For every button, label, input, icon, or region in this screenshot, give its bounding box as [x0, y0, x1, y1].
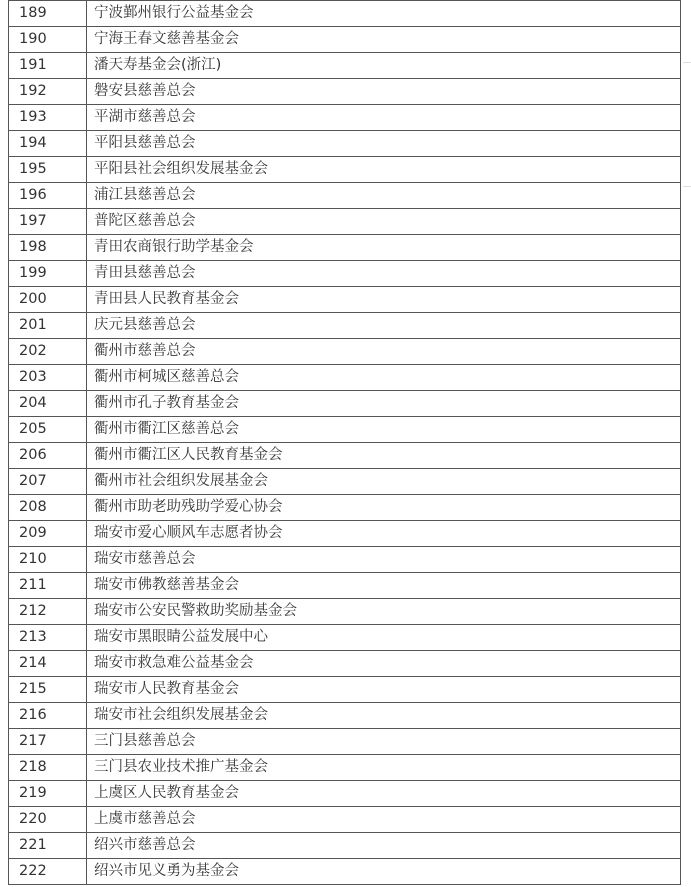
- row-number-cell: 212: [9, 599, 87, 625]
- row-number-cell: 203: [9, 365, 87, 391]
- organization-table-container: [8, 0, 680, 885]
- organization-name-cell: 上虞区人民教育基金会: [87, 781, 681, 807]
- organization-name-cell: 绍兴市慈善总会: [87, 833, 681, 859]
- organization-name-cell: 普陀区慈善总会: [87, 209, 681, 235]
- table-row: [9, 339, 681, 365]
- row-number-cell: 189: [9, 1, 87, 27]
- row-number-cell: 193: [9, 105, 87, 131]
- organization-name-cell: 衢州市衢江区慈善总会: [87, 417, 681, 443]
- organization-name-cell: 上虞市慈善总会: [87, 807, 681, 833]
- table-row: [9, 495, 681, 521]
- organization-name-cell: 绍兴市见义勇为基金会: [87, 859, 681, 885]
- organization-name-cell: 青田县慈善总会: [87, 261, 681, 287]
- table-row: [9, 469, 681, 495]
- table-row: [9, 599, 681, 625]
- organization-name-cell: 衢州市衢江区人民教育基金会: [87, 443, 681, 469]
- table-row: [9, 417, 681, 443]
- table-row: [9, 209, 681, 235]
- table-row: [9, 443, 681, 469]
- organization-name-cell: 平阳县慈善总会: [87, 131, 681, 157]
- row-number-cell: 219: [9, 781, 87, 807]
- row-number-cell: 191: [9, 53, 87, 79]
- table-row: [9, 547, 681, 573]
- row-number-cell: 214: [9, 651, 87, 677]
- organization-name-cell: 浦江县慈善总会: [87, 183, 681, 209]
- row-number-cell: 210: [9, 547, 87, 573]
- organization-name-cell: 瑞安市慈善总会: [87, 547, 681, 573]
- row-number-cell: 221: [9, 833, 87, 859]
- organization-name-cell: 宁海王春文慈善基金会: [87, 27, 681, 53]
- table-row: [9, 651, 681, 677]
- row-number-cell: 208: [9, 495, 87, 521]
- organization-name-cell: 瑞安市社会组织发展基金会: [87, 703, 681, 729]
- row-number-cell: 198: [9, 235, 87, 261]
- organization-name-cell: 瑞安市人民教育基金会: [87, 677, 681, 703]
- row-number-cell: 201: [9, 313, 87, 339]
- row-number-cell: 213: [9, 625, 87, 651]
- table-row: [9, 573, 681, 599]
- table-row: [9, 781, 681, 807]
- organization-name-cell: 宁波鄞州银行公益基金会: [87, 1, 681, 27]
- row-number-cell: 220: [9, 807, 87, 833]
- organization-name-cell: 衢州市慈善总会: [87, 339, 681, 365]
- row-number-cell: 216: [9, 703, 87, 729]
- table-row: [9, 365, 681, 391]
- organization-name-cell: 平阳县社会组织发展基金会: [87, 157, 681, 183]
- organization-name-cell: 瑞安市救急难公益基金会: [87, 651, 681, 677]
- table-row: [9, 1, 681, 27]
- table-row: [9, 261, 681, 287]
- table-row: [9, 313, 681, 339]
- organization-name-cell: 瑞安市爱心顺风车志愿者协会: [87, 521, 681, 547]
- table-row: [9, 79, 681, 105]
- edge-mark: [683, 62, 691, 63]
- table-row: [9, 157, 681, 183]
- table-row: [9, 807, 681, 833]
- organization-table: [8, 0, 681, 885]
- table-row: [9, 521, 681, 547]
- row-number-cell: 209: [9, 521, 87, 547]
- organization-name-cell: 衢州市柯城区慈善总会: [87, 365, 681, 391]
- organization-name-cell: 磐安县慈善总会: [87, 79, 681, 105]
- row-number-cell: 222: [9, 859, 87, 885]
- table-row: [9, 625, 681, 651]
- table-row: [9, 677, 681, 703]
- table-row: [9, 235, 681, 261]
- row-number-cell: 194: [9, 131, 87, 157]
- table-row: [9, 859, 681, 885]
- organization-name-cell: 青田县人民教育基金会: [87, 287, 681, 313]
- row-number-cell: 192: [9, 79, 87, 105]
- row-number-cell: 205: [9, 417, 87, 443]
- organization-name-cell: 衢州市社会组织发展基金会: [87, 469, 681, 495]
- table-row: [9, 833, 681, 859]
- table-row: [9, 53, 681, 79]
- organization-name-cell: 衢州市孔子教育基金会: [87, 391, 681, 417]
- organization-name-cell: 三门县慈善总会: [87, 729, 681, 755]
- row-number-cell: 218: [9, 755, 87, 781]
- table-row: [9, 729, 681, 755]
- row-number-cell: 204: [9, 391, 87, 417]
- organization-name-cell: 衢州市助老助残助学爱心协会: [87, 495, 681, 521]
- row-number-cell: 207: [9, 469, 87, 495]
- organization-table-body: [9, 1, 681, 885]
- row-number-cell: 217: [9, 729, 87, 755]
- row-number-cell: 195: [9, 157, 87, 183]
- table-row: [9, 703, 681, 729]
- organization-name-cell: 平湖市慈善总会: [87, 105, 681, 131]
- organization-name-cell: 青田农商银行助学基金会: [87, 235, 681, 261]
- table-row: [9, 755, 681, 781]
- row-number-cell: 206: [9, 443, 87, 469]
- row-number-cell: 215: [9, 677, 87, 703]
- row-number-cell: 197: [9, 209, 87, 235]
- organization-name-cell: 瑞安市公安民警救助奖励基金会: [87, 599, 681, 625]
- row-number-cell: 190: [9, 27, 87, 53]
- organization-name-cell: 三门县农业技术推广基金会: [87, 755, 681, 781]
- table-row: [9, 183, 681, 209]
- edge-mark: [683, 186, 691, 187]
- table-row: [9, 287, 681, 313]
- table-row: [9, 391, 681, 417]
- organization-name-cell: 潘天寿基金会(浙江): [87, 53, 681, 79]
- row-number-cell: 211: [9, 573, 87, 599]
- row-number-cell: 199: [9, 261, 87, 287]
- organization-name-cell: 庆元县慈善总会: [87, 313, 681, 339]
- table-row: [9, 131, 681, 157]
- organization-name-cell: 瑞安市黑眼睛公益发展中心: [87, 625, 681, 651]
- table-row: [9, 27, 681, 53]
- table-row: [9, 105, 681, 131]
- row-number-cell: 200: [9, 287, 87, 313]
- row-number-cell: 202: [9, 339, 87, 365]
- row-number-cell: 196: [9, 183, 87, 209]
- organization-name-cell: 瑞安市佛教慈善基金会: [87, 573, 681, 599]
